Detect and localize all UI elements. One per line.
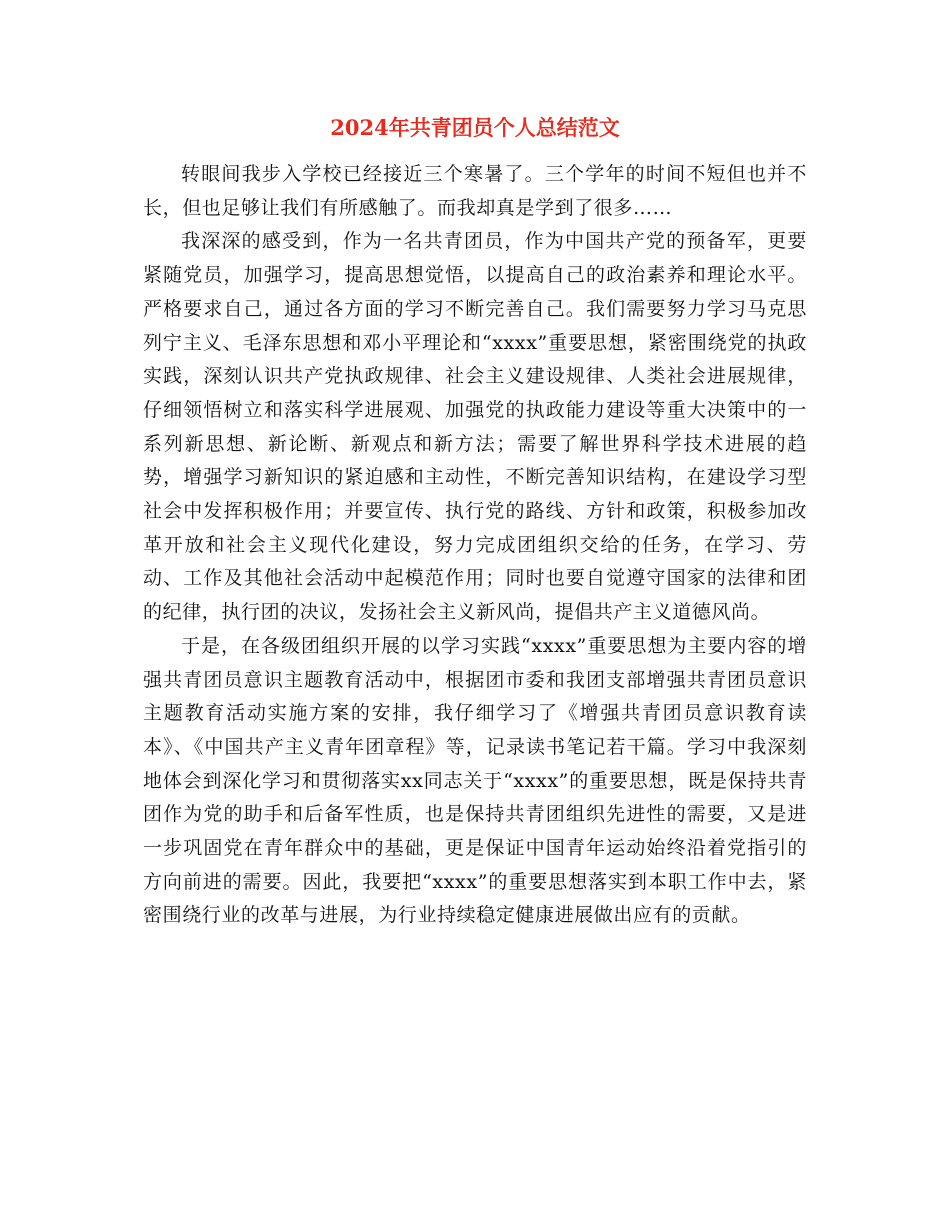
document-title: 2024年共青团员个人总结范文	[330, 115, 620, 140]
paragraph-3: 于是，在各级团组织开展的以学习实践“xxxx”重要思想为主要内容的增强共青团员意识主题教育活动中，根据团市委和我团支部增强共青团员意识主题教育活动实施方案的安排，我仔细学习了《增强共青团员意识教育读本》、《中国共产主义青年团章程》等，记录读书笔记若干篇。学习中我深刻地体会到深化学习和贯彻落实xx同志关于“xxxx”的重要思想，既是保持共青团作为党的助手和后备军性质，也是保持共青团组织先进性的需要，又是进一步巩固党在青年群众中的基础，更是保证中国青年运动始终沿着党指引的方向前进的需要。因此，我要把“xxxx”的重要思想落实到本职工作中去，紧密围绕行业的改革与进展，为行业持续稳定健康进展做出应有的贡献。	[143, 634, 807, 927]
paragraph-1: 转眼间我步入学校已经接近三个寒暑了。三个学年的时间不短但也并不长，但也足够让我们有所感触了。而我却真是学到了很多……	[143, 163, 807, 219]
paragraph-2: 我深深的感受到，作为一名共青团员，作为中国共产党的预备军，更要紧随党员，加强学习，提高思想觉悟，以提高自己的政治素养和理论水平。严格要求自己，通过各方面的学习不断完善自己。我们需要努力学习马克思列宁主义、毛泽东思想和邓小平理论和“xxxx”重要思想，紧密围绕党的执政实践，深刻认识共产党执政规律、社会主义建设规律、人类社会进展规律，仔细领悟树立和落实科学进展观、加强党的执政能力建设等重大决策中的一系列新思想、新论断、新观点和新方法；需要了解世界科学技术进展的趋势，增强学习新知识的紧迫感和主动性，不断完善知识结构，在建设学习型社会中发挥积极作用；并要宣传、执行党的路线、方针和政策，积极参加改革开放和社会主义现代化建设，努力完成团组织交给的任务，在学习、劳动、工作及其他社会活动中起模范作用；同时也要自觉遵守国家的法律和团的纪律，执行团的决议，发扬社会主义新风尚，提倡共产主义道德风尚。	[143, 230, 807, 624]
document-body	[143, 158, 807, 933]
